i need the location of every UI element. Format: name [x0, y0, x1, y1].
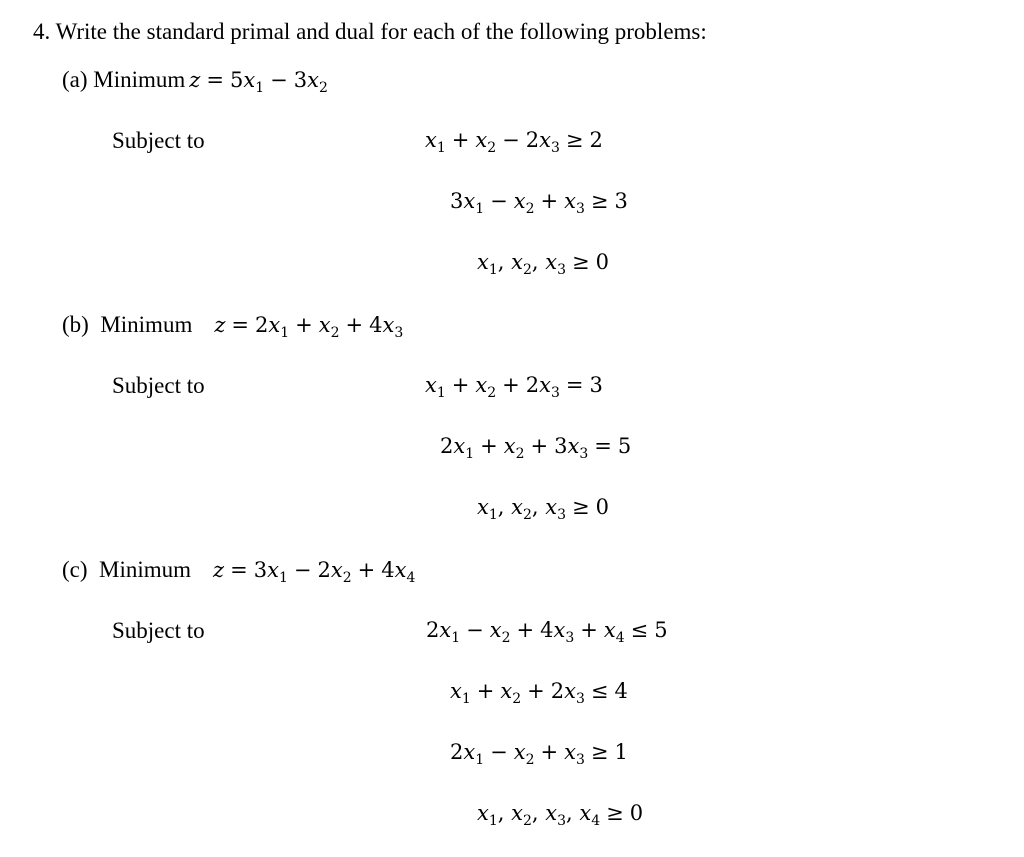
problem-b-nonnegativity: $x_1$, $x_2$, $x_3 \ge 0$	[477, 495, 609, 523]
problem-b-constraint-1: $x_1 + x_2 + 2x_3 = 3$	[425, 373, 603, 401]
problem-b-subject-to: Subject to	[112, 373, 205, 398]
problem-a-objective-line	[62, 67, 328, 96]
problem-c-label: (c) Minimum	[62, 557, 192, 582]
problem-c-constraint-2: $x_1 + x_2 + 2x_3 \le 4$	[450, 679, 628, 707]
problem-c-objective-line	[62, 557, 416, 586]
problem-a-constraint-2: $3x_1 - x_2 + x_3 \ge 3$	[450, 189, 628, 217]
problem-a-objective: $z = 5x_1 - 3x_2$	[189, 68, 328, 96]
problem-a-label: (a) Minimum	[62, 67, 186, 92]
problem-b-constraint-2: $2x_1 + x_2 + 3x_3 = 5$	[440, 434, 632, 462]
problem-c-nonnegativity: $x_1$, $x_2$, $x_3$, $x_4 \ge 0$	[477, 801, 644, 829]
problem-heading: 4. Write the standard primal and dual for each of the following problems:	[33, 19, 707, 44]
problem-c-objective: $z = 3x_1 - 2x_2 + 4x_4$	[213, 558, 416, 586]
problem-a-subject-to: Subject to	[112, 128, 205, 153]
problem-c-constraint-1: $2x_1 - x_2 + 4x_3 + x_4 \le 5$	[426, 618, 668, 646]
problem-c-subject-to: Subject to	[112, 618, 205, 643]
problem-c-constraint-3: $2x_1 - x_2 + x_3 \ge 1$	[450, 740, 628, 768]
problem-b-label: (b) Minimum	[62, 312, 193, 337]
problem-b-objective-line	[62, 312, 404, 341]
problem-a-nonnegativity: $x_1$, $x_2$, $x_3 \ge 0$	[477, 250, 609, 278]
problem-b-objective: $z = 2x_1 + x_2 + 4x_3$	[214, 313, 404, 341]
problem-a-constraint-1: $x_1 + x_2 - 2x_3 \ge 2$	[425, 128, 603, 156]
